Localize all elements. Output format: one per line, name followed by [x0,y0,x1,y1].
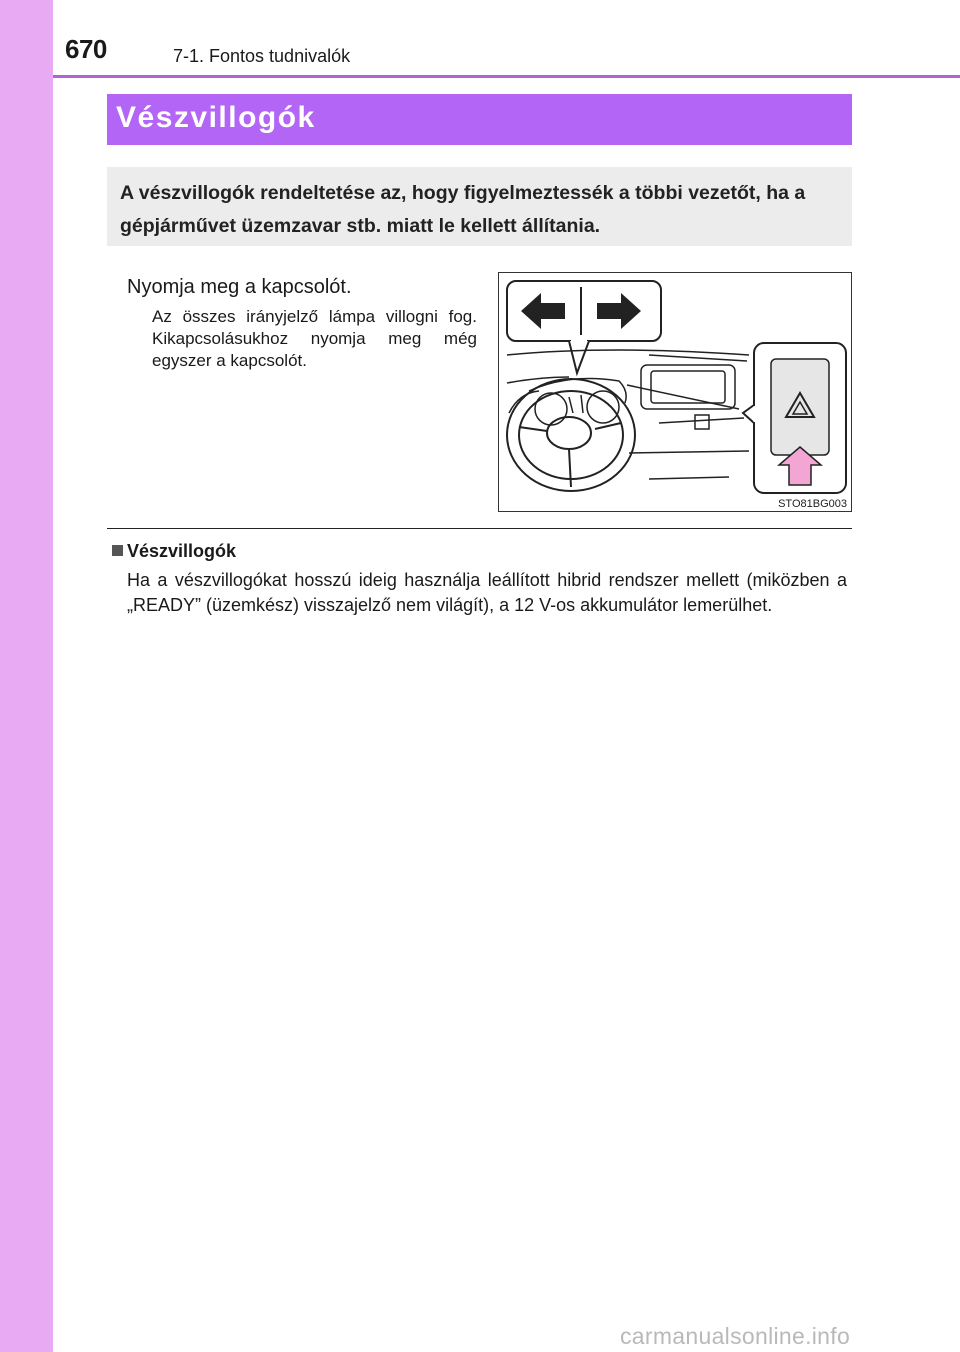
intro-box [107,167,852,246]
square-bullet-icon [112,545,123,556]
steering-wheel [507,379,635,491]
turn-signal-callout [507,281,661,373]
step-title: Nyomja meg a kapcsolót. [127,276,352,298]
section-divider [107,528,852,529]
intro-text: A vészvillogók rendeltetése az, hogy figyelmeztessék a többi vezetőt, ha a gépjárművet üzemzavar stb. miatt le kellett állítania. [120,182,806,237]
section-title: Vészvillogók [116,101,316,134]
note-heading: Vészvillogók [127,541,237,561]
hazard-switch-callout [743,343,846,493]
section-title-bar [107,94,852,145]
step-description: Az összes irányjelző lámpa villogni fog. Kikapcsolásukhoz nyomja meg még egyszer a kapcsolót. [152,307,477,370]
figure-code: STO81BG003 [778,498,847,510]
note-body: Ha a vészvillogókat hosszú ideig használja leállított hibrid rendszer mellett (miközben a „READY” (üzemkész) visszajelző nem világít), a 12 V-os akkumulátor lemerülhet. [127,570,847,615]
dashboard-drawing [499,273,851,511]
page-number: 670 [65,34,107,64]
side-tab-band [0,0,53,1352]
chapter-header: 7-1. Fontos tudnivalók [173,46,351,66]
header-rule [53,75,960,78]
hazard-switch-illustration [498,272,852,512]
watermark: carmanualsonline.info [620,1323,851,1349]
